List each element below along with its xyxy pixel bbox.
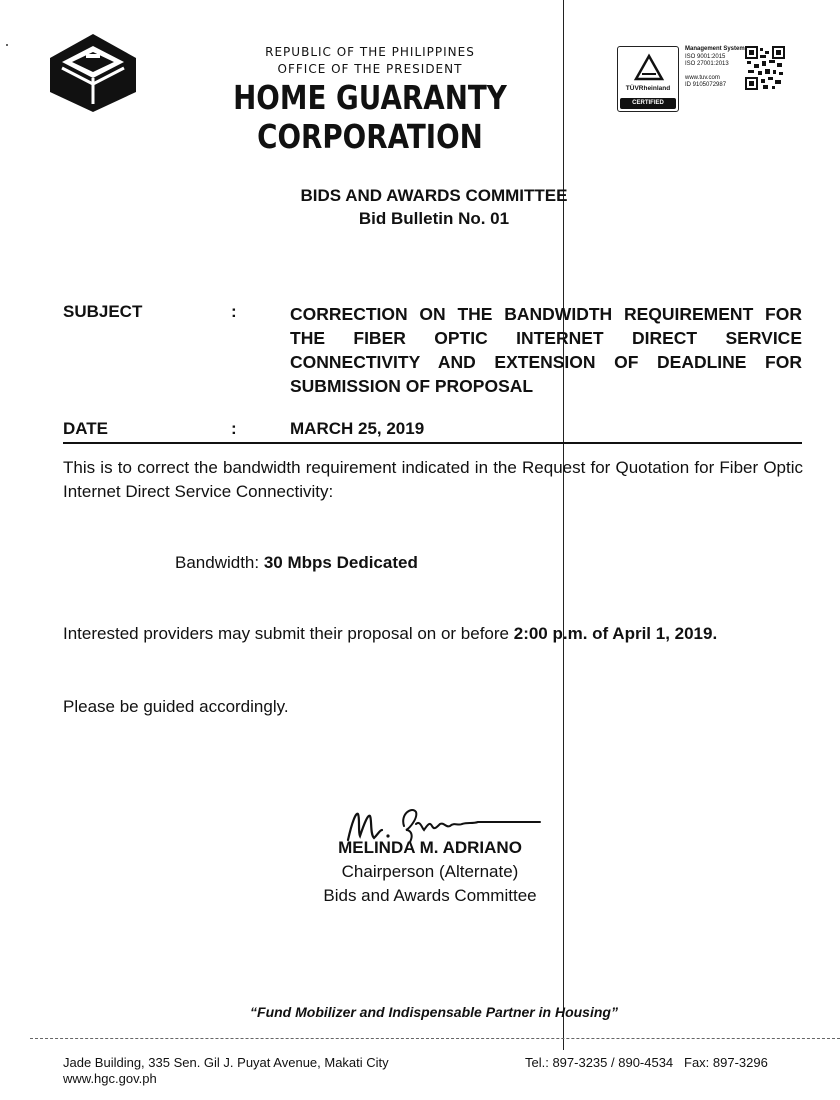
bandwidth-value: 30 Mbps Dedicated xyxy=(263,553,418,572)
body-paragraph-correction: This is to correct the bandwidth requirement indicated in the Request for Quotation for Fiber Optic Internet Direct Service Connectivity: xyxy=(63,458,803,501)
signatory-title: Chairperson (Alternate) xyxy=(341,862,519,881)
header-divider xyxy=(63,442,802,444)
header-office: OFFICE OF THE PRESIDENT xyxy=(277,62,463,76)
tuv-id: ID 9105072987 xyxy=(685,82,727,88)
footer-address: Jade Building, 335 Sen. Gil J. Puyat Avenue, Makati City xyxy=(63,1055,389,1070)
tuv-certification-badge xyxy=(617,46,679,112)
subject-text: CORRECTION ON THE BANDWIDTH REQUIREMENT FOR THE FIBER OPTIC INTERNET DIRECT SERVICE CONNECTIVITY AND EXTENSION OF DEADLINE FOR SUBMISSION OF PROPOSAL xyxy=(290,304,802,396)
qr-code-icon xyxy=(745,46,785,90)
body-paragraph-deadline xyxy=(63,622,717,646)
scan-speck xyxy=(6,44,8,46)
footer-motto: “Fund Mobilizer and Indispensable Partner in Housing” xyxy=(250,1004,618,1020)
body-paragraph-closing: Please be guided accordingly. xyxy=(63,697,289,716)
subject-label: SUBJECT xyxy=(63,302,143,321)
footer-contact: Tel.: 897-3235 / 890-4534 Fax: 897-3296 xyxy=(525,1055,768,1070)
subject-colon: : xyxy=(231,302,237,321)
iso-27001: ISO 27001:2013 xyxy=(685,61,729,67)
certification-text xyxy=(685,46,745,90)
signatory-name: MELINDA M. ADRIANO xyxy=(338,838,522,857)
header-republic: REPUBLIC OF THE PHILIPPINES xyxy=(265,45,475,59)
date-colon: : xyxy=(231,419,237,438)
deadline-prefix: Interested providers may submit their proposal on or before xyxy=(63,624,514,643)
footer-divider xyxy=(30,1038,840,1039)
deadline-value: 2:00 p.m. of April 1, 2019. xyxy=(513,624,718,643)
date-value: MARCH 25, 2019 xyxy=(290,419,425,438)
tuv-site: www.tuv.com xyxy=(685,74,720,81)
bulletin-number: Bid Bulletin No. 01 xyxy=(358,209,510,228)
header-org-name: HOME GUARANTY CORPORATION xyxy=(233,78,507,156)
bandwidth-label: Bandwidth: xyxy=(175,553,264,572)
hgc-logo-icon xyxy=(48,32,138,114)
mgmt-system-label: Management System xyxy=(685,46,745,52)
bandwidth-line xyxy=(175,551,418,575)
date-label: DATE xyxy=(63,419,109,438)
tuv-brand: TÜVRheinland xyxy=(625,85,671,92)
signatory-org: Bids and Awards Committee xyxy=(323,886,537,905)
footer-website: www.hgc.gov.ph xyxy=(63,1071,157,1086)
certified-label: CERTIFIED xyxy=(620,98,676,109)
tuv-triangle-icon xyxy=(633,53,665,83)
committee-name: BIDS AND AWARDS COMMITTEE xyxy=(300,186,568,205)
iso-9001: ISO 9001:2015 xyxy=(685,53,726,60)
